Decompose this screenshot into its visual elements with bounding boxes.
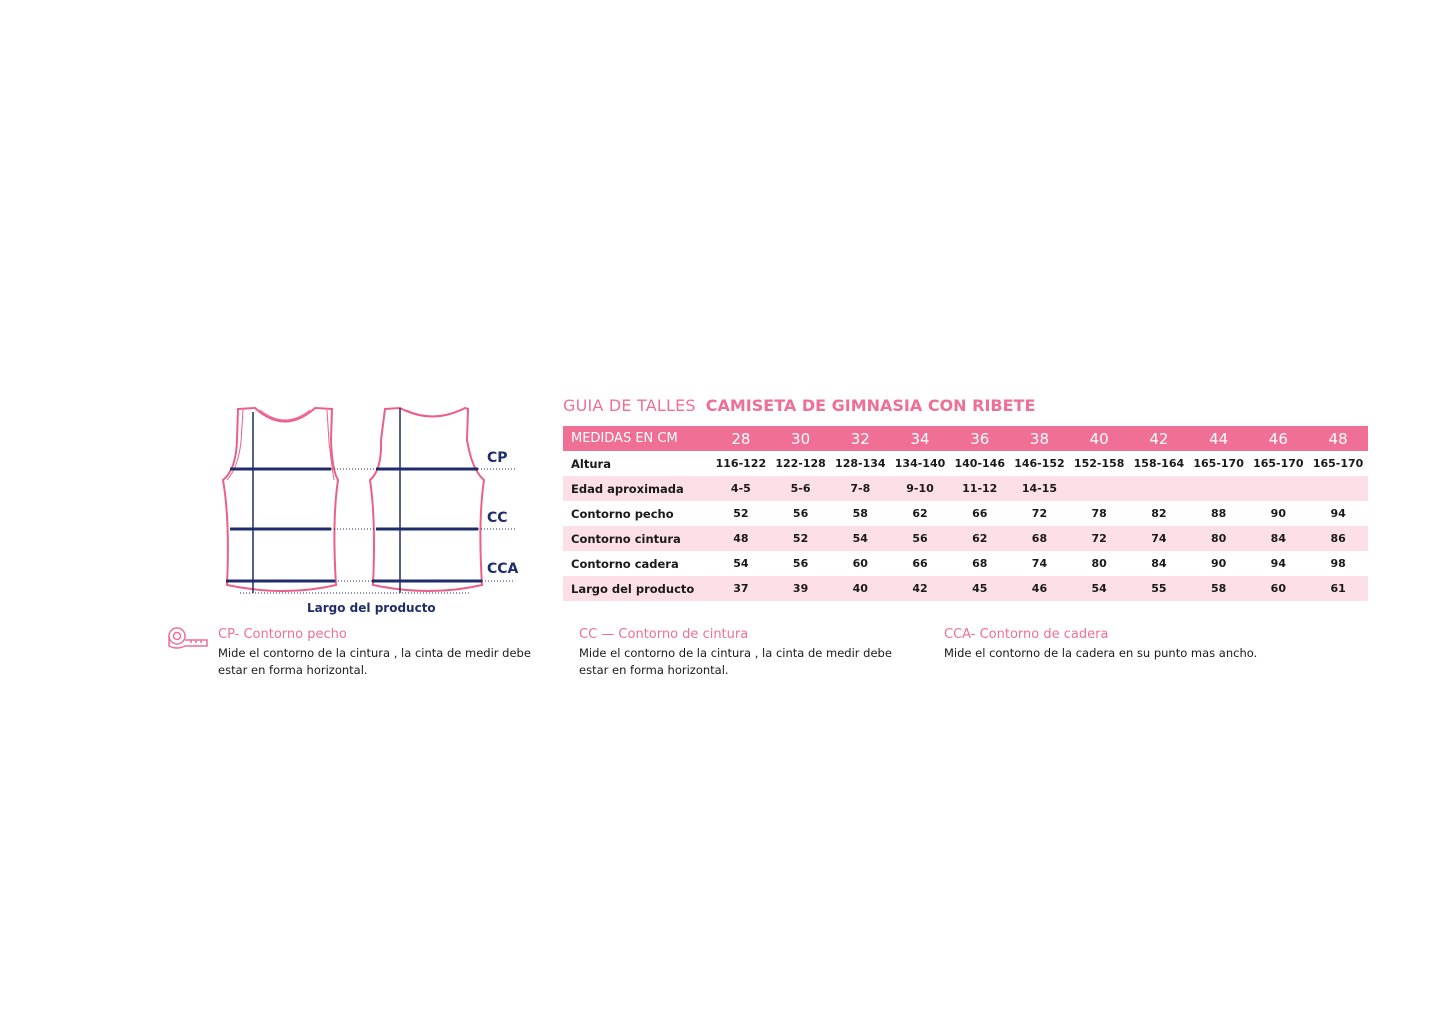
table-cell: 140-146 <box>954 457 1005 470</box>
cp-label: CP <box>487 450 508 466</box>
table-cell: 60 <box>1248 576 1308 601</box>
legend-cca <box>944 627 1304 662</box>
row-label: Altura <box>571 456 611 471</box>
measuring-tape-icon <box>167 626 209 652</box>
table-cell <box>1308 476 1368 501</box>
table-cell: 72 <box>1069 526 1129 551</box>
table-cell: 72 <box>1031 507 1048 520</box>
table-cell: 78 <box>1091 507 1107 520</box>
table-cell: 74 <box>1031 557 1048 570</box>
size-table <box>563 426 1368 601</box>
table-cell: 122-128 <box>775 457 826 470</box>
table-cell: 61 <box>1308 576 1368 601</box>
table-cell: 68 <box>1010 526 1070 551</box>
table-cell: 54 <box>1069 576 1129 601</box>
table-cell: 84 <box>1151 557 1167 570</box>
table-cell: 88 <box>1210 507 1227 520</box>
table-cell <box>1129 476 1189 501</box>
legend-title: CC — Contorno de cintura <box>579 627 749 642</box>
size-header: 48 <box>1308 426 1368 451</box>
table-cell: 62 <box>912 507 928 520</box>
table-cell: 80 <box>1091 557 1107 570</box>
table-cell: 82 <box>1151 507 1167 520</box>
guide-label: GUIA DE TALLES <box>563 396 696 415</box>
legend-desc: Mide el contorno de la cintura , la cinta de medir debe estar en forma horizontal. <box>579 646 892 677</box>
table-cell: 4-5 <box>711 476 771 501</box>
table-cell: 60 <box>852 557 868 570</box>
table-cell <box>1189 476 1249 501</box>
table-cell: 7-8 <box>830 476 890 501</box>
legend-cc <box>579 627 899 679</box>
table-cell: 56 <box>890 526 950 551</box>
table-cell: 128-134 <box>835 457 886 470</box>
legend-title: CP- Contorno pecho <box>218 627 347 642</box>
diagram-caption: Largo del producto <box>307 601 436 615</box>
table-cell: 146-152 <box>1014 457 1065 470</box>
table-cell: 58 <box>1189 576 1249 601</box>
table-cell: 39 <box>771 576 831 601</box>
row-label: Edad aproximada <box>563 476 711 501</box>
table-row <box>563 551 1368 576</box>
legend-desc: Mide el contorno de la cintura , la cinta de medir debe estar en forma horizontal. <box>218 646 531 677</box>
table-cell: 56 <box>792 557 809 570</box>
size-header: 28 <box>711 426 771 451</box>
legend-cp <box>218 627 538 679</box>
table-cell: 80 <box>1189 526 1249 551</box>
table-cell: 116-122 <box>715 457 767 470</box>
garment-diagram <box>210 400 540 622</box>
table-cell: 152-158 <box>1073 457 1125 470</box>
size-header: 46 <box>1248 426 1308 451</box>
table-cell: 56 <box>792 507 809 520</box>
table-cell: 55 <box>1129 576 1189 601</box>
row-label: Contorno pecho <box>571 506 674 521</box>
size-header: 44 <box>1189 426 1249 451</box>
legend-title: CCA- Contorno de cadera <box>944 627 1109 642</box>
table-cell: 46 <box>1010 576 1070 601</box>
table-cell: 90 <box>1210 557 1227 570</box>
product-title: CAMISETA DE GIMNASIA CON RIBETE <box>705 396 1036 415</box>
size-header: 34 <box>890 426 950 451</box>
table-cell: 158-164 <box>1133 457 1185 470</box>
table-cell <box>1248 476 1308 501</box>
table-cell: 84 <box>1248 526 1308 551</box>
table-row <box>563 526 1368 551</box>
table-cell: 94 <box>1330 507 1346 520</box>
row-label: Contorno cadera <box>571 556 679 571</box>
size-header: 32 <box>830 426 890 451</box>
table-cell: 86 <box>1308 526 1368 551</box>
size-header: 40 <box>1069 426 1129 451</box>
table-row <box>563 476 1368 501</box>
table-cell: 58 <box>852 507 868 520</box>
page-title <box>563 396 1035 415</box>
table-cell: 68 <box>972 557 988 570</box>
table-cell: 165-170 <box>1312 457 1364 470</box>
table-cell: 40 <box>830 576 890 601</box>
table-cell: 90 <box>1270 507 1286 520</box>
size-header: 36 <box>950 426 1010 451</box>
table-cell: 11-12 <box>950 476 1010 501</box>
table-cell <box>1069 476 1129 501</box>
table-cell: 54 <box>830 526 890 551</box>
table-cell: 37 <box>711 576 771 601</box>
table-cell: 74 <box>1129 526 1189 551</box>
table-cell: 62 <box>950 526 1010 551</box>
size-header: 38 <box>1010 426 1070 451</box>
cca-label: CCA <box>487 561 519 577</box>
size-header: 30 <box>771 426 831 451</box>
table-cell: 98 <box>1330 557 1346 570</box>
table-cell: 66 <box>972 507 988 520</box>
table-row <box>563 501 1368 526</box>
cc-label: CC <box>487 510 508 526</box>
table-cell: 134-140 <box>894 457 946 470</box>
header-label: MEDIDAS EN CM <box>563 426 711 451</box>
size-header: 42 <box>1129 426 1189 451</box>
table-cell: 165-170 <box>1193 457 1244 470</box>
table-header-row <box>563 426 1368 451</box>
table-cell: 54 <box>733 557 749 570</box>
table-cell: 165-170 <box>1253 457 1304 470</box>
table-cell: 66 <box>912 557 928 570</box>
row-label: Contorno cintura <box>563 526 711 551</box>
table-cell: 52 <box>771 526 831 551</box>
table-cell: 48 <box>711 526 771 551</box>
table-row <box>563 576 1368 601</box>
table-cell: 42 <box>890 576 950 601</box>
table-cell: 14-15 <box>1010 476 1070 501</box>
table-cell: 5-6 <box>771 476 831 501</box>
table-cell: 9-10 <box>890 476 950 501</box>
table-cell: 45 <box>950 576 1010 601</box>
legend-desc: Mide el contorno de la cadera en su punto mas ancho. <box>944 646 1258 660</box>
table-cell: 52 <box>733 507 749 520</box>
table-row <box>563 451 1368 476</box>
row-label: Largo del producto <box>563 576 711 601</box>
table-cell: 94 <box>1270 557 1286 570</box>
